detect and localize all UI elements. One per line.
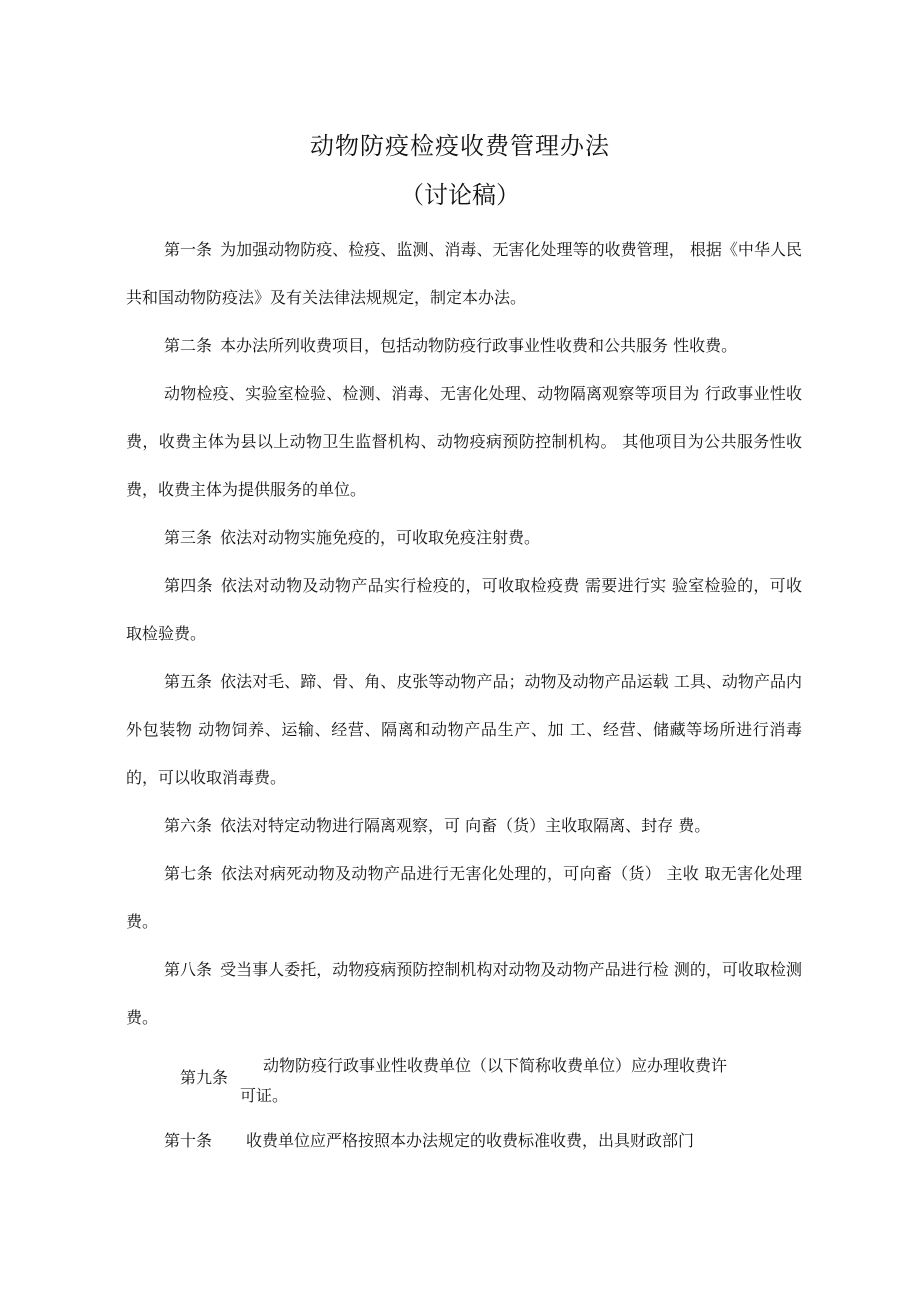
paragraph-article-1 [126, 226, 802, 322]
article-number: 第八条 [164, 960, 213, 979]
article-number: 第二条 [164, 336, 213, 355]
article-text: 本办法所列收费项目，包括动物防疫行政事业性收费和公共服务 性收费。 [220, 336, 738, 355]
document-title: 动物防疫检疫收费管理办法 [310, 132, 610, 160]
article-number: 第九条 [180, 1068, 229, 1087]
article-text: 依法对毛、蹄、骨、角、皮张等动物产品；动物及动物产品运载 工具、动物产品内外包装物 动物饲养、运输、经营、隔离和动物产品生产、加 工、经营、储藏等场所进行消毒的，可以收取消毒费。 [126, 672, 802, 787]
paragraph-article-2 [126, 322, 802, 370]
article-text: 依法对动物及动物产品实行检疫的，可收取检疫费 需要进行实 验室检验的，可收取检验费。 [126, 576, 802, 643]
article-number: 第七条 [164, 864, 213, 883]
article-text-line-2: 可证。 [240, 1086, 289, 1105]
paragraph-article-7 [126, 850, 802, 946]
article-text: 受当事人委托，动物疫病预防控制机构对动物及动物产品进行检 测的，可收取检测费。 [126, 960, 802, 1027]
article-number: 第一条 [164, 240, 213, 259]
article-text-line-1: 动物防疫行政事业性收费单位（以下简称收费单位）应办理收费许 [263, 1056, 728, 1075]
article-number: 第五条 [164, 672, 213, 691]
paragraph-article-8 [126, 946, 802, 1042]
document-subtitle: （讨论稿） [400, 181, 520, 209]
article-text: 为加强动物防疫、检疫、监测、消毒、无害化处理等的收费管理， 根据《中华人民共和国动物防疫法》及有关法律法规规定，制定本办法。 [126, 240, 802, 307]
article-number: 第六条 [164, 816, 213, 835]
paragraph-article-4 [126, 562, 802, 658]
paragraph-article-10 [164, 1126, 694, 1156]
article-number: 第十条 [164, 1131, 213, 1150]
article-number: 第三条 [164, 528, 213, 547]
paragraph-article-3 [126, 514, 802, 562]
article-text: 依法对动物实施免疫的，可收取免疫注射费。 [220, 528, 541, 547]
paragraph-article-5 [126, 658, 802, 802]
article-text: 依法对病死动物及动物产品进行无害化处理的，可向畜（货） 主收 取无害化处理费。 [126, 864, 802, 931]
paragraph-article-6 [126, 802, 802, 850]
article-text: 依法对特定动物进行隔离观察，可 向畜（货）主收取隔离、封存 费。 [220, 816, 711, 835]
paragraph-article-2-detail [126, 370, 802, 514]
article-text: 收费单位应严格按照本办法规定的收费标准收费，出具财政部门 [246, 1131, 695, 1150]
article-number: 第四条 [164, 576, 213, 595]
paragraph-text: 动物检疫、实验室检验、检测、消毒、无害化处理、动物隔离观察等项目为 行政事业性收费，收费主体为县以上动物卫生监督机构、动物疫病预防控制机构。 其他项目为公共服务性收费，收费主体为提供服务的单位。 [126, 384, 802, 499]
